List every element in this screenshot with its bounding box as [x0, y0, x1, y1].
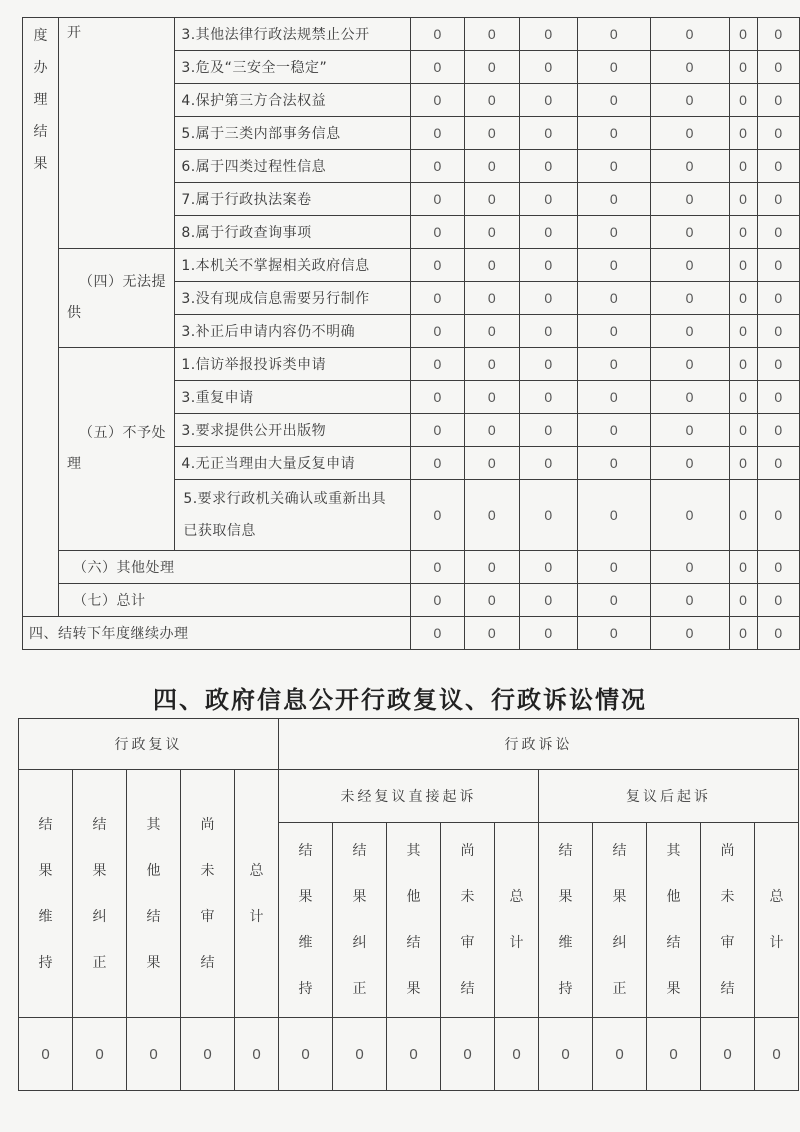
- review-column-label-2: [127, 770, 181, 1018]
- row-description: 3.其他法律行政法规禁止公开: [175, 18, 411, 51]
- value-cell: 0: [578, 282, 651, 315]
- value-cell: 0: [729, 51, 757, 84]
- disposition-table: [22, 17, 800, 650]
- value-cell: 0: [758, 84, 800, 117]
- value-cell: 0: [729, 216, 757, 249]
- row-description: 5.要求行政机关确认或重新出具已获取信息: [175, 480, 411, 551]
- value-cell: 0: [410, 584, 464, 617]
- value-cell: 0: [758, 447, 800, 480]
- value-cell: 0: [519, 348, 577, 381]
- value-cell: 0: [729, 414, 757, 447]
- direct-suit-header: 未经复议直接起诉: [279, 770, 539, 823]
- value-cell: 0: [758, 183, 800, 216]
- row-description: 7.属于行政执法案卷: [175, 183, 411, 216]
- value-cell: 0: [410, 447, 464, 480]
- review-column-label-1: [73, 770, 127, 1018]
- value-cell: 0: [127, 1018, 181, 1091]
- value-cell: 0: [729, 447, 757, 480]
- value-cell: 0: [465, 584, 519, 617]
- value-cell: 0: [441, 1018, 495, 1091]
- row-description: 4.无正当理由大量反复申请: [175, 447, 411, 480]
- value-cell: 0: [701, 1018, 755, 1091]
- value-cell: 0: [758, 551, 800, 584]
- value-cell: 0: [758, 315, 800, 348]
- value-cell: 0: [465, 414, 519, 447]
- value-cell: 0: [651, 150, 730, 183]
- section-heading: 四、政府信息公开行政复议、行政诉讼情况: [153, 686, 647, 714]
- row-description: 3.补正后申请内容仍不明确: [175, 315, 411, 348]
- value-cell: 0: [465, 183, 519, 216]
- value-cell: 0: [758, 348, 800, 381]
- value-cell: 0: [758, 117, 800, 150]
- value-cell: 0: [495, 1018, 539, 1091]
- header-row: [19, 719, 799, 770]
- value-cell: 0: [578, 447, 651, 480]
- value-cell: 0: [651, 117, 730, 150]
- value-row: [19, 1018, 799, 1091]
- value-cell: 0: [73, 1018, 127, 1091]
- value-cell: 0: [729, 348, 757, 381]
- value-cell: 0: [465, 381, 519, 414]
- value-cell: 0: [333, 1018, 387, 1091]
- value-cell: 0: [651, 249, 730, 282]
- value-cell: 0: [593, 1018, 647, 1091]
- column-label: 结果维持: [38, 816, 53, 971]
- value-cell: 0: [465, 480, 519, 551]
- table-row: [23, 551, 800, 584]
- value-cell: 0: [758, 617, 800, 650]
- value-cell: 0: [410, 18, 464, 51]
- value-cell: 0: [578, 617, 651, 650]
- value-cell: 0: [729, 150, 757, 183]
- value-cell: 0: [729, 117, 757, 150]
- value-cell: 0: [465, 51, 519, 84]
- column-label: 总计: [249, 862, 264, 925]
- value-cell: 0: [651, 480, 730, 551]
- column-label: 结果纠正: [612, 843, 627, 997]
- column-label: 其他结果: [666, 843, 681, 997]
- value-cell: 0: [758, 51, 800, 84]
- value-cell: 0: [410, 51, 464, 84]
- column-label: 尚未审结: [200, 816, 215, 971]
- value-cell: 0: [235, 1018, 279, 1091]
- post-column-label-3: [701, 823, 755, 1018]
- value-cell: 0: [465, 315, 519, 348]
- column-label: 结果维持: [558, 843, 573, 997]
- value-cell: 0: [578, 480, 651, 551]
- value-cell: 0: [578, 315, 651, 348]
- value-cell: 0: [410, 183, 464, 216]
- value-cell: 0: [758, 249, 800, 282]
- value-cell: 0: [578, 84, 651, 117]
- value-cell: 0: [578, 51, 651, 84]
- value-cell: 0: [410, 551, 464, 584]
- value-cell: 0: [578, 183, 651, 216]
- value-cell: 0: [651, 447, 730, 480]
- value-cell: 0: [647, 1018, 701, 1091]
- value-cell: 0: [651, 216, 730, 249]
- value-cell: 0: [410, 315, 464, 348]
- review-column-label-0: [19, 770, 73, 1018]
- column-label: 尚未审结: [720, 843, 735, 997]
- value-cell: 0: [519, 117, 577, 150]
- value-cell: 0: [410, 216, 464, 249]
- value-cell: 0: [729, 183, 757, 216]
- value-cell: 0: [651, 18, 730, 51]
- row-description: 8.属于行政查询事项: [175, 216, 411, 249]
- value-cell: 0: [465, 348, 519, 381]
- value-cell: 0: [578, 18, 651, 51]
- value-cell: 0: [387, 1018, 441, 1091]
- value-cell: 0: [578, 584, 651, 617]
- admin-litigation-header: 行政诉讼: [279, 719, 799, 770]
- value-cell: 0: [729, 84, 757, 117]
- value-cell: 0: [755, 1018, 799, 1091]
- value-cell: 0: [519, 414, 577, 447]
- value-cell: 0: [410, 414, 464, 447]
- value-cell: 0: [519, 216, 577, 249]
- table-row: [23, 18, 800, 51]
- direct-column-label-0: [279, 823, 333, 1018]
- value-cell: 0: [729, 551, 757, 584]
- post-review-suit-header: 复议后起诉: [539, 770, 799, 823]
- value-cell: 0: [758, 18, 800, 51]
- direct-column-label-2: [387, 823, 441, 1018]
- value-cell: 0: [651, 617, 730, 650]
- value-cell: 0: [465, 18, 519, 51]
- value-cell: 0: [519, 447, 577, 480]
- row-description: 3.危及“三安全一稳定”: [175, 51, 411, 84]
- value-cell: 0: [410, 150, 464, 183]
- value-cell: 0: [651, 84, 730, 117]
- value-cell: 0: [519, 249, 577, 282]
- value-cell: 0: [758, 414, 800, 447]
- review-litigation-table: [18, 718, 799, 1091]
- column-label: 结果纠正: [352, 843, 367, 997]
- direct-column-label-1: [333, 823, 387, 1018]
- value-cell: 0: [410, 249, 464, 282]
- value-cell: 0: [465, 447, 519, 480]
- value-cell: 0: [758, 584, 800, 617]
- value-cell: 0: [519, 282, 577, 315]
- column-label: 总计: [769, 889, 784, 951]
- review-column-label-4: [235, 770, 279, 1018]
- group-label: （四）无法提供: [58, 249, 174, 348]
- value-cell: 0: [410, 381, 464, 414]
- value-cell: 0: [651, 414, 730, 447]
- value-cell: 0: [519, 84, 577, 117]
- value-cell: 0: [465, 282, 519, 315]
- value-cell: 0: [758, 381, 800, 414]
- value-cell: 0: [519, 551, 577, 584]
- summary-label: （七）总计: [58, 584, 410, 617]
- value-cell: 0: [410, 282, 464, 315]
- value-cell: 0: [410, 348, 464, 381]
- value-cell: 0: [410, 117, 464, 150]
- review-column-label-3: [181, 770, 235, 1018]
- group-label: （五）不予处理: [58, 348, 174, 551]
- table-row: [23, 249, 800, 282]
- value-cell: 0: [465, 216, 519, 249]
- value-cell: 0: [279, 1018, 333, 1091]
- row-description: 3.重复申请: [175, 381, 411, 414]
- value-cell: 0: [410, 480, 464, 551]
- value-cell: 0: [181, 1018, 235, 1091]
- summary-label: （六）其他处理: [58, 551, 410, 584]
- post-column-label-2: [647, 823, 701, 1018]
- value-cell: 0: [19, 1018, 73, 1091]
- value-cell: 0: [519, 183, 577, 216]
- value-cell: 0: [519, 51, 577, 84]
- carry-over-label: 四、结转下年度继续办理: [23, 617, 411, 650]
- value-cell: 0: [465, 551, 519, 584]
- value-cell: 0: [578, 414, 651, 447]
- column-label: 尚未审结: [460, 843, 475, 997]
- value-cell: 0: [729, 617, 757, 650]
- row-description: 5.属于三类内部事务信息: [175, 117, 411, 150]
- value-cell: 0: [410, 617, 464, 650]
- value-cell: 0: [465, 249, 519, 282]
- header-row: [19, 770, 799, 823]
- value-cell: 0: [729, 584, 757, 617]
- value-cell: 0: [651, 315, 730, 348]
- outer-category-label: 度办理结果: [23, 18, 59, 617]
- row-description: 1.信访举报投诉类申请: [175, 348, 411, 381]
- value-cell: 0: [651, 183, 730, 216]
- value-cell: 0: [729, 480, 757, 551]
- value-cell: 0: [519, 480, 577, 551]
- value-cell: 0: [519, 617, 577, 650]
- value-cell: 0: [578, 551, 651, 584]
- value-cell: 0: [729, 381, 757, 414]
- column-label: 结果纠正: [92, 816, 107, 971]
- direct-column-label-3: [441, 823, 495, 1018]
- value-cell: 0: [729, 249, 757, 282]
- value-cell: 0: [758, 150, 800, 183]
- value-cell: 0: [465, 150, 519, 183]
- column-label: 其他结果: [406, 843, 421, 997]
- value-cell: 0: [578, 381, 651, 414]
- row-description: 3.要求提供公开出版物: [175, 414, 411, 447]
- group-label: 开: [58, 18, 174, 249]
- column-label: 其他结果: [146, 816, 161, 971]
- value-cell: 0: [519, 18, 577, 51]
- value-cell: 0: [651, 584, 730, 617]
- value-cell: 0: [758, 216, 800, 249]
- value-cell: 0: [539, 1018, 593, 1091]
- value-cell: 0: [465, 117, 519, 150]
- value-cell: 0: [410, 84, 464, 117]
- value-cell: 0: [758, 282, 800, 315]
- value-cell: 0: [651, 381, 730, 414]
- value-cell: 0: [729, 282, 757, 315]
- row-description: 4.保护第三方合法权益: [175, 84, 411, 117]
- row-description: 1.本机关不掌握相关政府信息: [175, 249, 411, 282]
- value-cell: 0: [651, 51, 730, 84]
- column-label: 总计: [509, 889, 524, 951]
- value-cell: 0: [651, 348, 730, 381]
- table-row: [23, 348, 800, 381]
- value-cell: 0: [578, 117, 651, 150]
- post-column-label-1: [593, 823, 647, 1018]
- value-cell: 0: [651, 282, 730, 315]
- value-cell: 0: [729, 315, 757, 348]
- table-row: [23, 617, 800, 650]
- row-description: 6.属于四类过程性信息: [175, 150, 411, 183]
- column-label: 结果维持: [298, 843, 313, 997]
- row-description: 3.没有现成信息需要另行制作: [175, 282, 411, 315]
- post-column-label-0: [539, 823, 593, 1018]
- value-cell: 0: [465, 84, 519, 117]
- value-cell: 0: [519, 381, 577, 414]
- table-row: [23, 584, 800, 617]
- value-cell: 0: [578, 348, 651, 381]
- value-cell: 0: [578, 150, 651, 183]
- value-cell: 0: [519, 584, 577, 617]
- admin-review-header: 行政复议: [19, 719, 279, 770]
- value-cell: 0: [651, 551, 730, 584]
- value-cell: 0: [578, 249, 651, 282]
- value-cell: 0: [465, 617, 519, 650]
- value-cell: 0: [519, 315, 577, 348]
- value-cell: 0: [758, 480, 800, 551]
- post-column-label-4: [755, 823, 799, 1018]
- value-cell: 0: [519, 150, 577, 183]
- value-cell: 0: [578, 216, 651, 249]
- value-cell: 0: [729, 18, 757, 51]
- direct-column-label-4: [495, 823, 539, 1018]
